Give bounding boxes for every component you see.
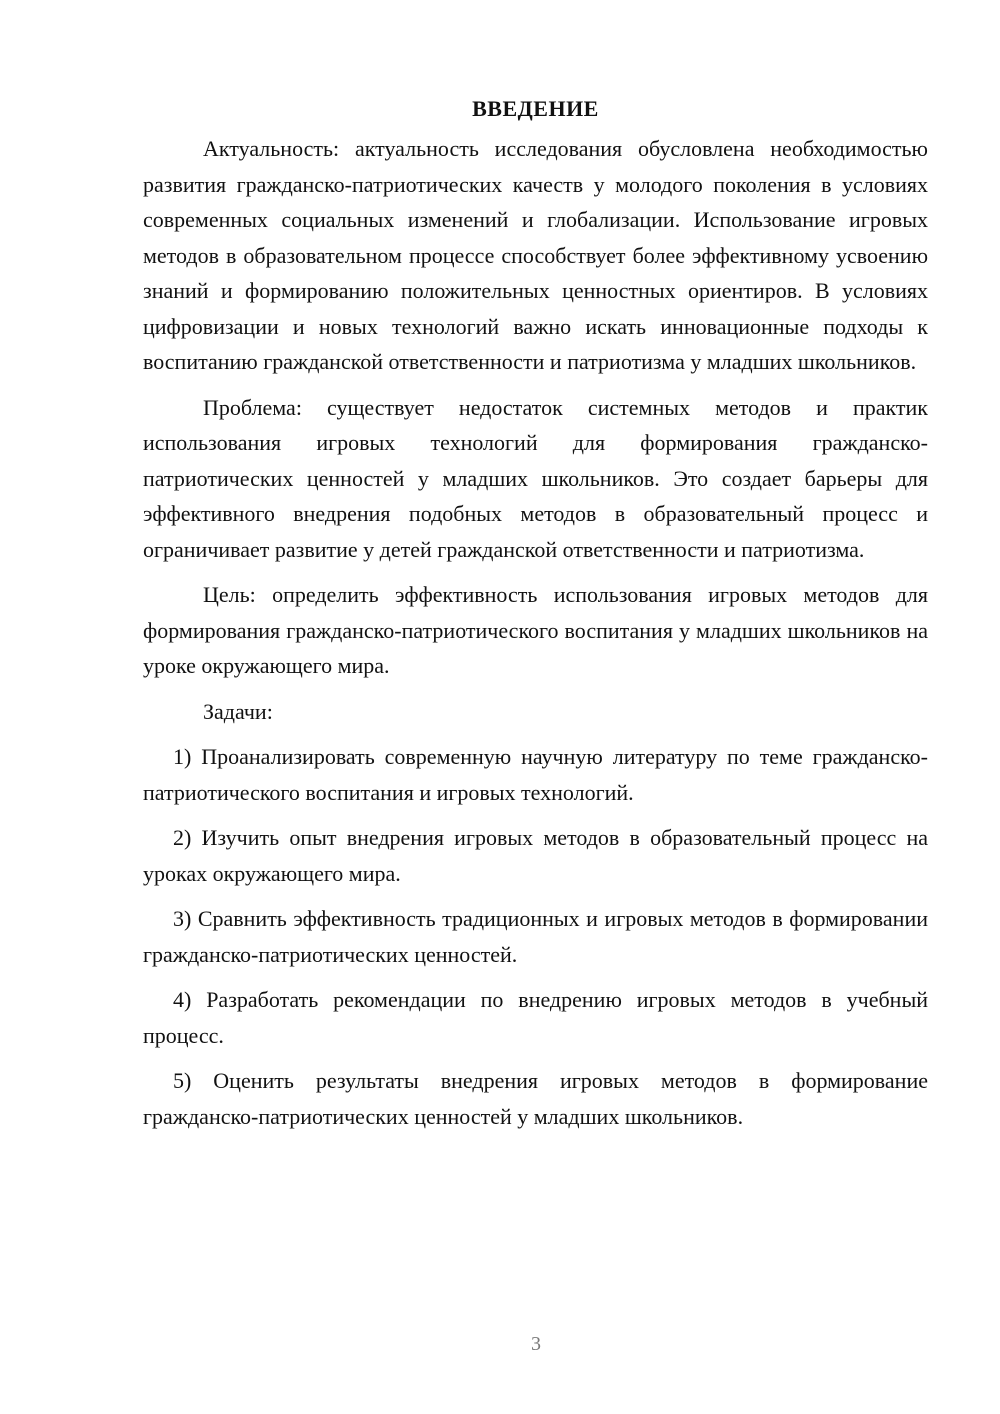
document-body bbox=[143, 92, 928, 1144]
relevance-paragraph: Актуальность: актуальность исследования обусловлена необходимостью развития гражданско-патриотических качеств у молодого поколения в условиях современных социальных изменений и глобализации. Использование игровых методов в образовательном процессе способствует более эффективному усвоению знаний и формированию положительных ценностных ориентиров. В условиях цифровизации и новых технологий важно искать инновационные подходы к воспитанию гражданской ответственности и патриотизма у младших школьников. bbox=[143, 136, 928, 374]
task-item-4: 4) Разработать рекомендации по внедрению игровых методов в учебный процесс. bbox=[143, 987, 928, 1048]
problem-paragraph: Проблема: существует недостаток системных методов и практик использования игровых технологий для формирования гражданско-патриотических ценностей у младших школьников. Это создает барьеры для эффективного внедрения подобных методов в образовательный процесс и ограничивает развитие у детей гражданской ответственности и патриотизма. bbox=[143, 394, 928, 562]
task-item-1: 1) Проанализировать современную научную литературу по теме гражданско-патриотического воспитания и игровых технологий. bbox=[143, 744, 928, 805]
task-item-5: 5) Оценить результаты внедрения игровых методов в формирование гражданско-патриотических ценностей у младших школьников. bbox=[143, 1068, 928, 1129]
tasks-heading: Задачи: bbox=[203, 698, 273, 724]
section-title: ВВЕДЕНИЕ bbox=[472, 96, 599, 121]
task-item-2: 2) Изучить опыт внедрения игровых методов в образовательный процесс на уроках окружающего мира. bbox=[143, 825, 928, 886]
goal-paragraph: Цель: определить эффективность использования игровых методов для формирования гражданско-патриотического воспитания у младших школьников на уроке окружающего мира. bbox=[143, 582, 928, 678]
page-number: 3 bbox=[531, 1333, 541, 1355]
task-item-3: 3) Сравнить эффективность традиционных и игровых методов в формировании гражданско-патриотических ценностей. bbox=[143, 906, 928, 967]
